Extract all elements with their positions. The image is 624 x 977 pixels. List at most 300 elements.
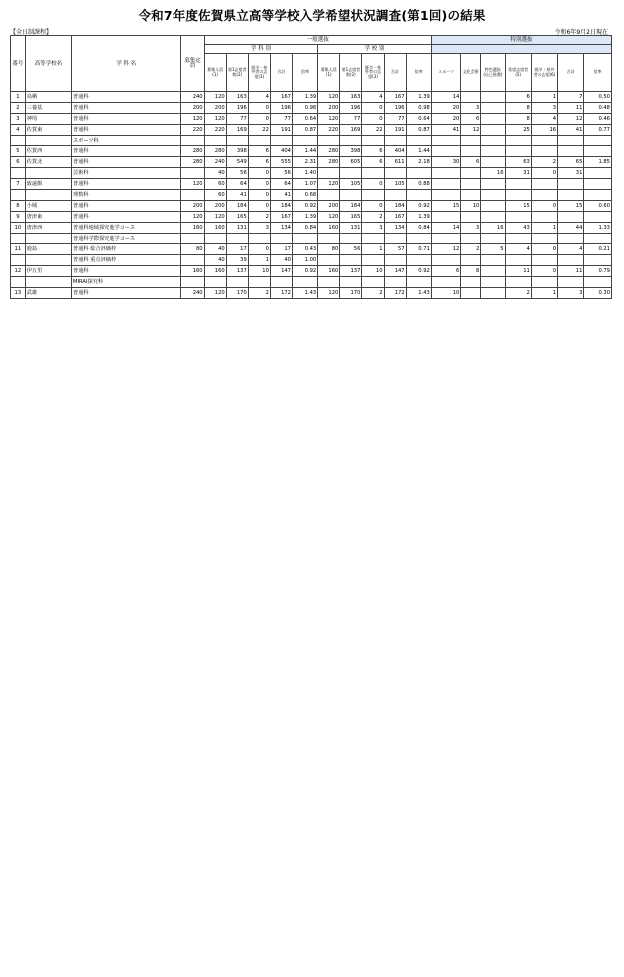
table-cell (531, 179, 557, 190)
table-cell: 6 (362, 157, 384, 168)
table-cell: 41 (431, 124, 460, 135)
table-cell: 1.33 (584, 222, 612, 233)
table-cell (584, 135, 612, 146)
table-cell: 77 (226, 113, 248, 124)
table-cell (481, 288, 505, 299)
table-cell: 44 (558, 222, 584, 233)
table-cell: 0.64 (406, 113, 431, 124)
table-cell: 30 (431, 157, 460, 168)
table-cell (248, 277, 270, 288)
table-cell (248, 233, 270, 244)
table-cell: 60 (204, 179, 226, 190)
table-cell: 611 (384, 157, 406, 168)
table-row (11, 113, 612, 124)
table-row (11, 157, 612, 168)
table-cell: 0 (248, 102, 270, 113)
table-cell (11, 168, 26, 179)
table-cell (481, 92, 505, 103)
table-cell: 56 (226, 168, 248, 179)
table-cell (11, 190, 26, 201)
table-cell (318, 277, 340, 288)
table-cell: 22 (362, 124, 384, 135)
table-cell (505, 277, 531, 288)
table-cell: 3 (11, 113, 26, 124)
table-cell: 25 (505, 124, 531, 135)
table-cell (292, 233, 317, 244)
table-cell: 184 (384, 200, 406, 211)
table-cell: 0 (531, 168, 557, 179)
table-cell: 2 (505, 288, 531, 299)
table-cell: 240 (204, 157, 226, 168)
table-cell (362, 255, 384, 266)
table-cell: 240 (181, 288, 204, 299)
table-cell (505, 179, 531, 190)
table-cell: 0.92 (406, 266, 431, 277)
table-cell (461, 92, 481, 103)
table-cell: 137 (226, 266, 248, 277)
table-cell: 2 (248, 211, 270, 222)
hdr-first: 第1志望者数(2) (226, 54, 248, 92)
table-cell: 120 (181, 113, 204, 124)
table-cell: 163 (226, 92, 248, 103)
table-cell (584, 146, 612, 157)
table-cell (318, 190, 340, 201)
table-cell (481, 277, 505, 288)
table-cell (384, 168, 406, 179)
table-cell: 致遠館 (25, 179, 71, 190)
table-cell: 5 (481, 244, 505, 255)
table-cell: 12 (431, 244, 460, 255)
table-cell (270, 135, 292, 146)
table-cell (181, 135, 204, 146)
table-cell: 7 (11, 179, 26, 190)
table-cell (481, 124, 505, 135)
table-cell: 15 (505, 200, 531, 211)
table-cell (406, 277, 431, 288)
table-cell (25, 190, 71, 201)
table-cell (204, 135, 226, 146)
header-dept: 学 科 名 (72, 36, 181, 92)
hdr-other: 既卒・県外者の志望(3) (248, 54, 270, 92)
table-cell: 4 (362, 92, 384, 103)
table-cell: 220 (204, 124, 226, 135)
table-cell: 0 (362, 179, 384, 190)
table-cell: 163 (340, 92, 362, 103)
table-cell (431, 277, 460, 288)
table-cell (481, 211, 505, 222)
table-cell: 65 (558, 157, 584, 168)
hdr-ratio: 倍率 (292, 54, 317, 92)
table-cell: 12 (461, 124, 481, 135)
table-cell (226, 233, 248, 244)
table-cell (406, 233, 431, 244)
table-cell: 6 (248, 146, 270, 157)
table-cell: 0.87 (292, 124, 317, 135)
table-cell (558, 277, 584, 288)
table-cell (318, 233, 340, 244)
table-cell: 220 (181, 124, 204, 135)
table-cell: 1.44 (292, 146, 317, 157)
table-cell: 120 (318, 179, 340, 190)
table-cell (431, 190, 460, 201)
table-cell: 160 (181, 222, 204, 233)
table-cell: 105 (340, 179, 362, 190)
header-general: 一般選抜 (204, 36, 431, 45)
table-cell (181, 190, 204, 201)
hdr-sp-first: 希望志望者(5) (505, 54, 531, 92)
table-cell: 280 (318, 157, 340, 168)
table-cell (558, 211, 584, 222)
table-cell: 10 (431, 288, 460, 299)
table-cell (481, 255, 505, 266)
table-cell (11, 255, 26, 266)
table-cell: 1 (248, 255, 270, 266)
table-cell (384, 255, 406, 266)
table-cell (204, 233, 226, 244)
table-cell: 14 (431, 92, 460, 103)
table-cell: 64 (270, 179, 292, 190)
table-cell (318, 255, 340, 266)
table-cell: 普通科 (72, 266, 181, 277)
table-cell (362, 190, 384, 201)
table-cell: 小城 (25, 200, 71, 211)
table-cell: 0.92 (292, 266, 317, 277)
table-cell: 196 (226, 102, 248, 113)
hdr-ratio2: 倍率 (406, 54, 431, 92)
table-cell: 41 (226, 190, 248, 201)
table-cell (384, 277, 406, 288)
table-cell (505, 135, 531, 146)
table-cell: 鹿島 (25, 244, 71, 255)
table-row (11, 102, 612, 113)
table-cell: 普通科地域探究進学コース (72, 222, 181, 233)
table-cell: 4 (505, 244, 531, 255)
table-cell (531, 233, 557, 244)
table-cell (558, 233, 584, 244)
table-cell: 31 (505, 168, 531, 179)
table-cell (505, 190, 531, 201)
table-cell: 196 (270, 102, 292, 113)
table-cell: 11 (558, 102, 584, 113)
table-cell: 172 (384, 288, 406, 299)
table-cell: 1.39 (292, 92, 317, 103)
table-cell (481, 135, 505, 146)
table-cell: 0.98 (292, 102, 317, 113)
table-cell (431, 255, 460, 266)
table-cell: 16 (481, 168, 505, 179)
table-cell (340, 190, 362, 201)
table-cell (531, 211, 557, 222)
table-cell: 160 (318, 266, 340, 277)
table-cell: 0 (248, 200, 270, 211)
table-cell: 0.71 (406, 244, 431, 255)
table-cell: 0.84 (292, 222, 317, 233)
header-no: 番号 (11, 36, 26, 92)
table-cell (181, 255, 204, 266)
table-cell: 普通科 (72, 211, 181, 222)
hdr-total2: 合計 (384, 54, 406, 92)
table-cell: 77 (384, 113, 406, 124)
table-cell (431, 179, 460, 190)
table-cell: 3 (362, 222, 384, 233)
date-label: 令和6年9月2日現在 (554, 29, 608, 36)
table-cell: 3 (461, 102, 481, 113)
hdr-culture: 文化芸術 (461, 54, 481, 92)
table-cell: 2 (461, 244, 481, 255)
table-cell (584, 277, 612, 288)
table-cell: 普通科 (72, 92, 181, 103)
table-cell: 0 (362, 113, 384, 124)
table-row (11, 135, 612, 146)
table-cell (531, 255, 557, 266)
table-cell: 134 (270, 222, 292, 233)
table-cell: 200 (181, 200, 204, 211)
table-cell (461, 211, 481, 222)
table-cell: 佐賀北 (25, 157, 71, 168)
table-cell: 伊万里 (25, 266, 71, 277)
table-row (11, 179, 612, 190)
table-cell: 10 (11, 222, 26, 233)
table-cell: 普通科 総合評価枠 (72, 244, 181, 255)
table-cell: 63 (505, 157, 531, 168)
table-cell: 280 (204, 146, 226, 157)
table-cell (558, 179, 584, 190)
table-cell: 165 (226, 211, 248, 222)
hdr-cap: 募集人員(1) (204, 54, 226, 92)
table-cell: 184 (340, 200, 362, 211)
table-row (11, 190, 612, 201)
table-cell: 1.43 (406, 288, 431, 299)
table-cell: 170 (340, 288, 362, 299)
table-cell: 200 (204, 200, 226, 211)
table-cell: 77 (340, 113, 362, 124)
table-cell (531, 146, 557, 157)
hdr-sp-total: 合計 (558, 54, 584, 92)
table-cell: 13 (11, 288, 26, 299)
table-cell (505, 255, 531, 266)
table-cell (406, 168, 431, 179)
table-cell: 200 (318, 102, 340, 113)
table-cell (531, 277, 557, 288)
table-cell (558, 135, 584, 146)
table-cell: 77 (270, 113, 292, 124)
table-cell: 131 (340, 222, 362, 233)
results-table (10, 35, 612, 299)
table-cell: 1.07 (292, 179, 317, 190)
table-cell (584, 179, 612, 190)
table-cell: 普通科 (72, 113, 181, 124)
table-cell: 1.39 (406, 92, 431, 103)
table-cell: 40 (204, 168, 226, 179)
table-cell: 11 (558, 266, 584, 277)
table-cell: 0.21 (584, 244, 612, 255)
table-cell: 191 (384, 124, 406, 135)
table-row (11, 200, 612, 211)
table-cell (340, 233, 362, 244)
table-cell: 280 (318, 146, 340, 157)
table-cell: 120 (318, 113, 340, 124)
table-cell (406, 190, 431, 201)
table-cell: 40 (270, 255, 292, 266)
table-cell: 1 (531, 222, 557, 233)
table-cell (481, 102, 505, 113)
hdr-selfrec: 特色選抜(自己推薦) (481, 54, 505, 92)
table-cell: 6 (461, 113, 481, 124)
table-cell: 147 (384, 266, 406, 277)
table-cell: 6 (505, 92, 531, 103)
table-body (11, 92, 612, 299)
table-cell: 1.00 (292, 255, 317, 266)
table-cell: 普通科 (72, 146, 181, 157)
table-cell: 7 (558, 92, 584, 103)
table-cell: 41 (558, 124, 584, 135)
table-cell (431, 135, 460, 146)
table-cell: 普通科 (72, 124, 181, 135)
table-cell: 160 (204, 266, 226, 277)
table-cell: MIRAI探究科 (72, 277, 181, 288)
table-cell: 196 (340, 102, 362, 113)
table-cell (481, 266, 505, 277)
table-cell: 0.30 (584, 288, 612, 299)
table-cell: 167 (384, 92, 406, 103)
table-cell: 2.31 (292, 157, 317, 168)
table-cell: 17 (226, 244, 248, 255)
table-cell (431, 146, 460, 157)
table-cell: 280 (181, 146, 204, 157)
table-cell: 1.43 (292, 288, 317, 299)
table-cell: 220 (318, 124, 340, 135)
table-row (11, 277, 612, 288)
table-cell (461, 168, 481, 179)
table-cell: 普通科 (72, 200, 181, 211)
table-cell: 184 (226, 200, 248, 211)
table-cell: 160 (318, 222, 340, 233)
table-cell: 普通科 (72, 157, 181, 168)
table-cell: 0 (362, 200, 384, 211)
table-cell (461, 277, 481, 288)
table-cell: 1.40 (292, 168, 317, 179)
hdr-first2: 第1志望者数(2) (340, 54, 362, 92)
table-cell (431, 211, 460, 222)
table-cell: 549 (226, 157, 248, 168)
table-cell: 1 (531, 92, 557, 103)
header-school: 高等学校名 (25, 36, 71, 92)
table-cell: 0 (248, 244, 270, 255)
header-by-dept: 学 科 別 (204, 45, 318, 54)
table-cell: 16 (531, 124, 557, 135)
table-cell (362, 135, 384, 146)
table-cell: 200 (181, 102, 204, 113)
table-cell: 120 (204, 92, 226, 103)
table-cell: 鳥栖 (25, 92, 71, 103)
hdr-sp-ratio: 倍率 (584, 54, 612, 92)
table-cell: 200 (204, 102, 226, 113)
table-cell (481, 146, 505, 157)
table-cell: 120 (181, 211, 204, 222)
table-cell: 佐賀西 (25, 146, 71, 157)
table-row (11, 92, 612, 103)
table-cell: 0 (248, 113, 270, 124)
table-cell (362, 168, 384, 179)
table-cell (384, 135, 406, 146)
table-cell: 8 (461, 266, 481, 277)
table-cell: 15 (431, 200, 460, 211)
table-cell: 0.92 (406, 200, 431, 211)
table-cell: 8 (11, 200, 26, 211)
table-cell: 6 (461, 157, 481, 168)
table-cell (25, 255, 71, 266)
table-cell (204, 277, 226, 288)
table-cell: 普通科 (72, 179, 181, 190)
table-cell (461, 146, 481, 157)
table-cell: 20 (431, 102, 460, 113)
table-cell (481, 233, 505, 244)
table-cell: 唐津東 (25, 211, 71, 222)
table-cell: 160 (181, 266, 204, 277)
table-cell: 137 (340, 266, 362, 277)
table-cell: 43 (505, 222, 531, 233)
table-cell (384, 190, 406, 201)
table-cell: 0.68 (292, 190, 317, 201)
table-cell: 0.50 (584, 92, 612, 103)
table-cell (531, 190, 557, 201)
table-cell: 6 (362, 146, 384, 157)
table-cell: 4 (558, 244, 584, 255)
table-row (11, 146, 612, 157)
table-cell: 167 (270, 211, 292, 222)
table-cell: 64 (226, 179, 248, 190)
table-cell: 120 (204, 211, 226, 222)
table-cell (340, 135, 362, 146)
table-cell (584, 190, 612, 201)
table-cell: 3 (248, 222, 270, 233)
table-cell (558, 146, 584, 157)
table-cell (461, 179, 481, 190)
table-cell: 120 (204, 288, 226, 299)
table-cell: 0.79 (584, 266, 612, 277)
table-cell (25, 135, 71, 146)
table-cell: 1.44 (406, 146, 431, 157)
table-cell: 11 (11, 244, 26, 255)
table-cell (481, 200, 505, 211)
table-cell: 2 (362, 288, 384, 299)
table-cell: 56 (270, 168, 292, 179)
table-cell: 404 (384, 146, 406, 157)
table-cell (406, 255, 431, 266)
table-cell: 0.46 (584, 113, 612, 124)
table-cell (292, 277, 317, 288)
table-cell: 134 (384, 222, 406, 233)
table-cell: 12 (558, 113, 584, 124)
hdr-total: 合計 (270, 54, 292, 92)
table-cell: 0 (248, 168, 270, 179)
table-cell: 0.84 (406, 222, 431, 233)
course-label: 【全日制課程】 (10, 29, 53, 36)
table-cell: 170 (226, 288, 248, 299)
table-cell: 8 (505, 113, 531, 124)
hdr-other2: 既卒・県外者の志望(3) (362, 54, 384, 92)
table-cell: 10 (461, 200, 481, 211)
table-cell: 120 (318, 288, 340, 299)
table-cell: 1.85 (584, 157, 612, 168)
table-cell: 172 (270, 288, 292, 299)
table-cell: 3 (531, 102, 557, 113)
table-cell: 167 (384, 211, 406, 222)
table-cell: 169 (340, 124, 362, 135)
table-cell: 0 (531, 200, 557, 211)
table-cell: 0.98 (406, 102, 431, 113)
table-cell: 普通科 重点評価枠 (72, 255, 181, 266)
